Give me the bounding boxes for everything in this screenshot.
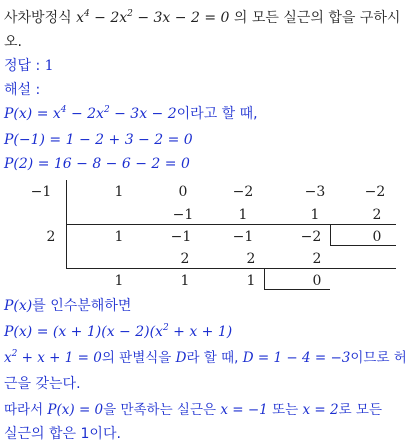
division-root-1: −1 — [30, 184, 52, 200]
define-expr: $P(x) = x^4 - 2x^2 - 3x - 2$ — [4, 105, 177, 122]
division-cell: 2 — [312, 251, 322, 267]
discriminant-line: $x^2 + x + 1 = 0$의 판별식을 D라 할 때, D = 1 − 4 = −3이므로 허 — [4, 349, 407, 366]
division-cell: 2 — [180, 251, 190, 267]
division-cell: 1 — [114, 273, 124, 289]
division-cell: 1 — [114, 184, 124, 200]
conclusion-line: 따라서 P(x) = 0을 만족하는 실근은 x = −1 또는 x = 2로 모든 — [4, 402, 382, 418]
division-root-2: 2 — [46, 229, 56, 245]
p-neg1-line: P(−1) = 1 − 2 + 3 − 2 = 0 — [4, 132, 193, 148]
remainder-box-bottom — [330, 245, 396, 246]
remainder-box-left — [330, 225, 331, 245]
division-cell: 1 — [238, 207, 248, 223]
answer-line — [4, 56, 54, 76]
division-cell: −3 — [304, 184, 326, 200]
division-rule-1 — [66, 224, 396, 225]
answer-value: 1 — [44, 58, 54, 74]
division-cell: 0 — [372, 229, 382, 245]
p-2-line: P(2) = 16 − 8 − 6 − 2 = 0 — [4, 156, 190, 172]
division-cell: 1 — [180, 273, 190, 289]
factor-lead-line: P(x)를 인수분해하면 — [4, 298, 132, 314]
division-cell: −1 — [232, 229, 254, 245]
division-rule-2 — [66, 268, 396, 269]
division-cell: 0 — [312, 273, 322, 289]
define-line: $P(x) = x^4 - 2x^2 - 3x - 2$이라고 할 때, — [4, 105, 258, 122]
division-cell: 1 — [246, 273, 256, 289]
division-cell: 2 — [372, 207, 382, 223]
solution-label: 해설 : — [4, 82, 41, 98]
problem-suffix: 의 모든 실근의 합을 구하시 — [233, 10, 401, 26]
problem-equation: $x^4 - 2x^2 - 3x - 2 = 0$ — [76, 9, 230, 26]
division-cell: 2 — [246, 251, 256, 267]
discriminant-line-2: 근을 갖는다. — [4, 376, 81, 392]
problem-line-2: 오. — [4, 34, 22, 50]
remainder-box-left-2 — [264, 269, 265, 289]
division-cell: −2 — [232, 184, 254, 200]
division-cell: 1 — [114, 229, 124, 245]
division-cell: −2 — [300, 229, 322, 245]
factor-result-line: $P(x) = (x + 1)(x - 2)(x^2 + x + 1)$ — [4, 323, 233, 340]
problem-line-1 — [4, 8, 400, 28]
division-cell: −1 — [170, 229, 192, 245]
conclusion-line-2: 실근의 합은 1이다. — [4, 426, 121, 442]
problem-prefix: 사차방정식 — [4, 10, 72, 26]
division-cell: −2 — [364, 184, 386, 200]
division-cell: 0 — [178, 184, 188, 200]
remainder-box-bottom-2 — [264, 289, 330, 290]
division-cell: 1 — [310, 207, 320, 223]
answer-label: 정답 : — [4, 58, 45, 74]
division-cell: −1 — [172, 207, 194, 223]
